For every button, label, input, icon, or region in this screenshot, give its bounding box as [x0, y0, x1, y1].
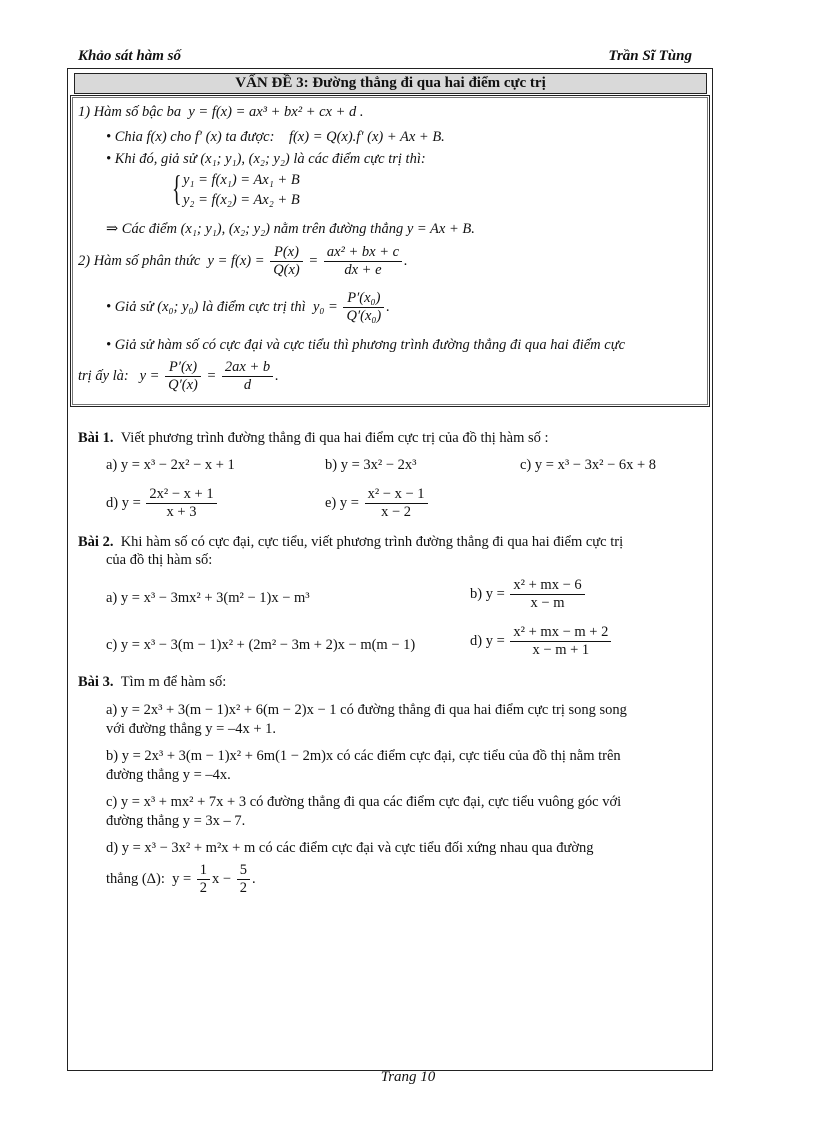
- bai3-d-frac-five-halves: $\frac{5}{2}$: [237, 862, 250, 897]
- bai2-a: a) y = x³ − 3mx² + 3(m² − 1)x − m³: [106, 590, 310, 606]
- theory-b2: • Khi đó, giả sử (x₁; y₁), (x₂; y₂) là các điểm cực trị thì:: [106, 151, 426, 167]
- theory-b5-formula: trị ấy là: y = $\frac{P'(x)}{Q'(x)}$ = $\frac{2ax + b}{d}$ .: [78, 359, 279, 393]
- theory-sys1: y₁ = f(x₁) = Ax₁ + B: [183, 172, 300, 188]
- bai2-header: Bài 2. Khi hàm số có cực đại, cực tiểu, viết phương trình đường thẳng đi qua hai điểm cực trị: [78, 534, 624, 550]
- system-brace: {: [172, 168, 182, 208]
- header-left: Khảo sát hàm số: [78, 48, 181, 64]
- theory-p1: 1) Hàm số bậc ba y = f(x) = ax³ + bx² + cx + d .: [78, 104, 364, 120]
- bai2-b: b) y = $\frac{\text{x² + mx − 6}}{x - m}$: [470, 577, 587, 612]
- bai3-header: Bài 3. Tìm m để hàm số:: [78, 674, 227, 690]
- bai3-c2: đường thẳng y = 3x – 7.: [106, 813, 246, 829]
- bai2-d: d) y = $\frac{\text{x² + mx − m + 2}}{x - m + 1}$: [470, 624, 613, 659]
- bai3-a1: a) y = 2x³ + 3(m − 1)x² + 6(m − 2)x − 1 có đường thẳng đi qua hai điểm cực trị song song: [106, 702, 627, 718]
- frac-line-slope: $\frac{2ax + b}{d}$: [222, 359, 273, 394]
- frac-derivative-ratio: $\frac{\text{P′(x₀)}}{\text{Q′(x₀)}}$: [343, 290, 384, 325]
- bai1-b: b) y = 3x² − 2x³: [325, 457, 417, 473]
- bai1-a: a) y = x³ − 2x² − x + 1: [106, 457, 235, 473]
- theory-b3: ⇒ Các điểm (x₁; y₁), (x₂; y₂) nằm trên đường thẳng y = Ax + B.: [106, 221, 475, 237]
- bai1-header: Bài 1. Viết phương trình đường thẳng đi qua hai điểm cực trị của đồ thị hàm số :: [78, 430, 549, 446]
- page-footer: Trang 10: [380, 1069, 436, 1085]
- bai3-b1: b) y = 2x³ + 3(m − 1)x² + 6m(1 − 2m)x có các điểm cực đại, cực tiểu của đồ thị nằm trên: [106, 748, 621, 764]
- bai1-d: d) y = $\frac{\text{2x² − x + 1}}{x + 3}$: [106, 486, 219, 521]
- bai1-e-frac: $\frac{\text{x² − x − 1}}{x - 2}$: [365, 486, 428, 521]
- bai1-e: e) y = $\frac{\text{x² − x − 1}}{x - 2}$: [325, 486, 430, 521]
- theory-p2: 2) Hàm số phân thức y = f(x) = $\frac{P(x)}{Q(x)}$ = $\frac{\text{ax² + bx + c}}{dx + e}$ .: [78, 244, 408, 278]
- bai3-b2: đường thẳng y = –4x.: [106, 767, 231, 783]
- bai2-c: c) y = x³ − 3(m − 1)x² + (2m² − 3m + 2)x − m(m − 1): [106, 637, 416, 653]
- theory-b1: • Chia f(x) cho f′ (x) ta được: f(x) = Q(x).f′ (x) + Ax + B.: [106, 129, 445, 145]
- header-right: Trần Sĩ Tùng: [608, 48, 692, 64]
- bai1-d-frac: $\frac{\text{2x² − x + 1}}{x + 3}$: [146, 486, 216, 521]
- frac-p-q: $\frac{P(x)}{Q(x)}$: [270, 244, 303, 279]
- bai2-b-frac: $\frac{\text{x² + mx − 6}}{x - m}$: [510, 577, 584, 612]
- bai3-a2: với đường thẳng y = –4x + 1.: [106, 721, 277, 737]
- section-title: VẤN ĐỀ 3: Đường thẳng đi qua hai điểm cực trị: [74, 73, 707, 94]
- frac-pq-derivative: $\frac{P'(x)}{Q'(x)}$: [165, 359, 201, 394]
- bai3-c1: c) y = x³ + mx² + 7x + 3 có đường thẳng đi qua các điểm cực đại, cực tiểu vuông góc với: [106, 794, 622, 810]
- theory-b5: • Giả sử hàm số có cực đại và cực tiểu thì phương trình đường thẳng đi qua hai điểm cực: [106, 337, 626, 353]
- frac-quadratic-linear: $\frac{\text{ax² + bx + c}}{dx + e}$: [324, 244, 402, 279]
- bai3-d-frac-half: $\frac{1}{2}$: [197, 862, 210, 897]
- theory-sys2: y₂ = f(x₂) = Ax₂ + B: [183, 192, 300, 208]
- bai3-d1: d) y = x³ − 3x² + m²x + m có các điểm cực đại và cực tiểu đối xứng nhau qua đường: [106, 840, 594, 856]
- bai3-d2: thẳng (Δ): y = $\frac{1}{2}$ x − $\frac{5}{2}$ .: [106, 862, 256, 896]
- bai2-header-cont: của đồ thị hàm số:: [106, 552, 213, 568]
- bai2-d-frac: $\frac{\text{x² + mx − m + 2}}{x - m + 1}$: [510, 624, 611, 659]
- bai1-c: c) y = x³ − 3x² − 6x + 8: [520, 457, 657, 473]
- theory-b4: • Giả sử (x₀; y₀) là điểm cực trị thì y₀ = $\frac{\text{P′(x₀)}}{\text{Q′(x₀)}}$ .: [106, 290, 390, 324]
